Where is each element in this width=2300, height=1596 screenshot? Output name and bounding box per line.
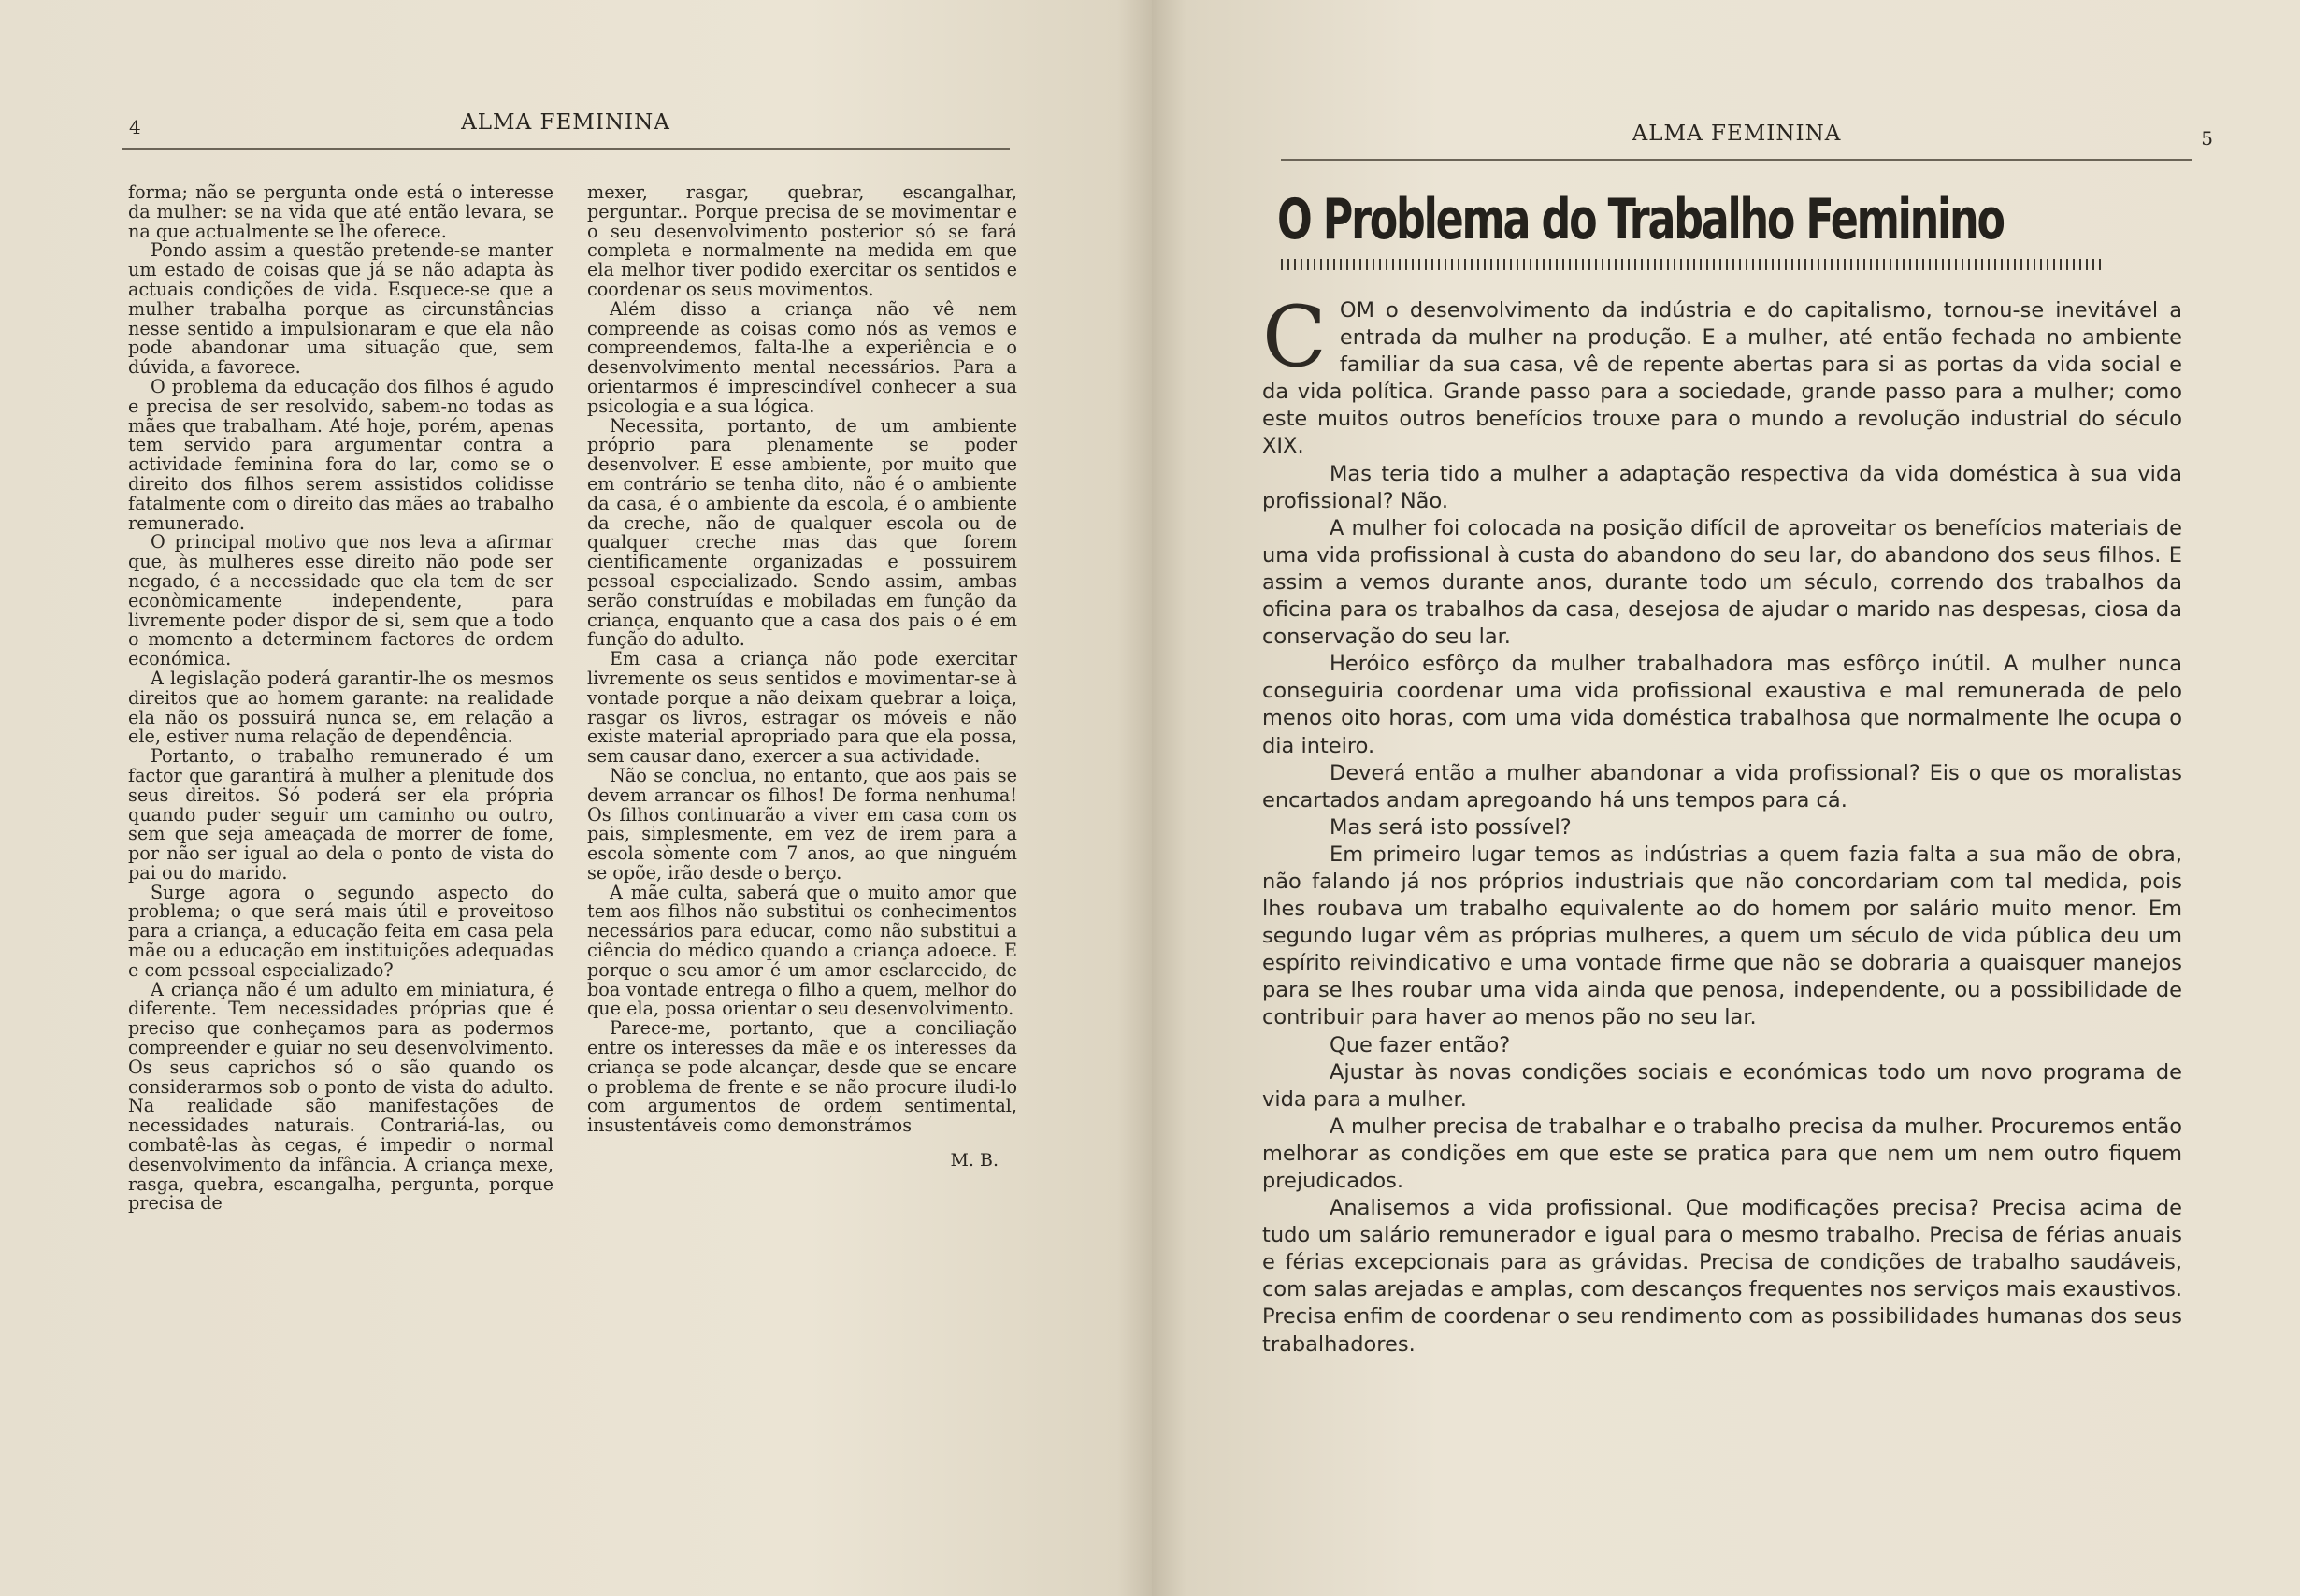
paragraph: mexer, rasgar, quebrar, escangalhar, perguntar.. Porque precisa de se movimentar e o seu desenvolvimento posterior só se fará completa e normalmente na medida em que ela melhor tiver podido exercitar os sentidos e coordenar os seus movimentos.	[587, 181, 1017, 300]
paragraph: Portanto, o trabalho remunerado é um factor que garantirá à mulher a plenitude dos seus direitos. Só poderá ser ela própria quando puder seguir um caminho ou outro, sem que seja ameaçada de morrer de fome, por não ser igual ao dela o ponto de vista do pai ou do marido.	[128, 745, 553, 884]
paragraph: Parece-me, portanto, que a conciliação entre os interesses da mãe e os interesses da criança se pode alcançar, desde que se encare o problema de frente e se não procure iludi-lo com argumentos de ordem sentimental, insustentáveis como demonstrámos	[587, 1017, 1017, 1137]
paragraph: Necessita, portanto, de um ambiente próprio para plenamente se poder desenvolver. E esse ambiente, por muito que em contrário se tenha dito, não é o ambiente da casa, é o ambiente da escola, é o ambiente da creche, não de qualquer escola ou de qualquer creche mas das que forem cientificamente organizadas e possuirem pessoal especializado. Sendo assim, ambas serão construídas e mobiladas em função da criança, enquanto que a casa dos pais o é em função do adulto.	[587, 414, 1017, 651]
right-running-header	[1281, 122, 2213, 161]
paragraph: Pondo assim a questão pretende-se manter um estado de coisas que já se não adapta às actuais condições de vida. Esquece-se que a mulher trabalha porque as circunstâncias nesse sentido a impulsionaram e que ela não pode abandonar uma situação que, sem dúvida, a favorece.	[128, 239, 553, 379]
right-page	[1152, 0, 2300, 1596]
left-running-head-title: ALMA FEMININA	[461, 110, 670, 135]
paragraph: A mãe culta, saberá que o muito amor que tem aos filhos não substitui os conhecimentos necessários para educar, como não substitui a ciência do médico quando a criança adoece. E porque o seu amor é um amor esclarecido, de boa vontade entrega o filho a quem, melhor do que ela, possa orientar o seu desenvolvimento.	[587, 881, 1017, 1020]
left-running-header	[122, 110, 1010, 150]
paragraph: A legislação poderá garantir-lhe os mesmos direitos que ao homem garante: na realidade ela não os possuirá nunca se, em relação a ele, estiver numa relação de dependência.	[128, 667, 553, 748]
paragraph: Mas teria tido a mulher a adaptação respectiva da vida doméstica à sua vida profissional? Não.	[1262, 461, 2182, 513]
paragraph: O principal motivo que nos leva a afirmar que, às mulheres esse direito não pode ser negado, é a necessidade que ela tem de ser econòmicamente independente, para livremente poder dispor de si, sem que a todo o momento a determinem factores de ordem económica.	[128, 531, 553, 670]
right-running-head-title: ALMA FEMININA	[1632, 122, 1842, 146]
drop-cap: C	[1262, 288, 1327, 386]
paragraph: A criança não é um adulto em miniatura, é diferente. Tem necessidades próprias que é preciso que conheçamos para as podermos compreender e guiar no seu desenvolvimento. Os seus caprichos só o são quando os considerarmos sob o ponto de vista do adulto. Na realidade são manifestações de necessidades naturais. Contrariá-las, ou combatê-las às cegas, é impedir o normal desenvolvimento da infância. A criança mexe, rasga, quebra, escangalha, pergunta, porque precisa de	[128, 978, 553, 1215]
paragraph: forma; não se pergunta onde está o interesse da mulher: se na vida que até então levara, se na que actualmente se lhe oferece.	[128, 181, 553, 242]
paragraph: Heróico esfôrço da mulher trabalhadora mas esfôrço inútil. A mulher nunca conseguiria coordenar uma vida profissional exaustiva e mal remunerada de pelo menos oito horas, com uma vida doméstica trabalhosa que normalmente lhe ocupa o dia inteiro.	[1262, 652, 2182, 758]
author-signature: M. B.	[950, 1150, 999, 1172]
paragraph: Em primeiro lugar temos as indústrias a quem fazia falta a sua mão de obra, não falando já nos próprios industriais que não concordariam com tal medida, pois lhes roubava um trabalho equivalente ao do homem por salário muito menor. Em segundo lugar vêm as próprias mulheres, a quem um século de vida pública deu um espírito reivindicativo e uma vontade firme que não se dobraria a quaisquer manejos para se lhes roubar uma vida ainda que penosa, independente, ou a possibilidade de contribuir para haver ao menos pão no seu lar.	[1262, 841, 2182, 1030]
article-body	[1262, 288, 2182, 1359]
paragraph: OM o desenvolvimento da indústria e do capitalismo, tornou-se inevitável a entrada da mulher na produção. E a mulher, até então fechada no ambiente familiar da sua casa, vê de repente abertas para si as portas da vida social e da vida política. Grande passo para a sociedade, grande passo para a mulher; como este muitos outros benefícios trouxe para o mundo a revolução industrial do século XIX.	[1262, 298, 2182, 459]
paragraph: Mas será isto possível?	[1330, 814, 1572, 840]
right-page-number: 5	[2201, 127, 2213, 150]
left-column-2	[587, 183, 1017, 1171]
paragraph: A mulher precisa de trabalhar e o trabalho precisa da mulher. Procuremos então melhorar as condições em que este se pratica para que nem um nem outro fiquem prejudicados.	[1262, 1114, 2182, 1193]
paragraph: Deverá então a mulher abandonar a vida profissional? Eis o que os moralistas encartados andam apregoando há uns tempos para cá.	[1262, 760, 2182, 812]
left-column-1	[128, 183, 553, 1214]
paragraph: Não se conclua, no entanto, que aos pais se devem arrancar os filhos! De forma nenhuma! Os filhos continuarão a viver em casa com os pais, simplesmente, em vez de irem para a escola sòmente com 7 anos, ao que ninguém se opõe, irão desde o berço.	[587, 764, 1017, 884]
paragraph: O problema da educação dos filhos é agudo e precisa de ser resolvido, sabem-no todas as mães que trabalham. Até hoje, porém, apenas tem servido para argumentar contra a actividade feminina fora do lar, como se o direito dos filhos serem assistidos colidisse fatalmente com o direito das mães ao trabalho remunerado.	[128, 375, 553, 534]
title-decorative-rule	[1281, 259, 2104, 270]
left-page-number: 4	[129, 116, 141, 138]
paragraph: Em casa a criança não pode exercitar livremente os seus sentidos e movimentar-se à vontade porque a não deixam quebrar a loiça, rasgar os livros, estragar os móveis e não existe material apropriado para que ela possa, sem causar dano, exercer a sua actividade.	[587, 648, 1017, 768]
paragraph: Surge agora o segundo aspecto do problema; o que será mais útil e proveitoso para a criança, a educação feita em casa pela mãe ou a educação em instituições adequadas e com pessoal especializado?	[128, 881, 553, 981]
article-title: O Problema do Trabalho Feminino	[1277, 187, 2004, 252]
paragraph: Ajustar às novas condições sociais e económicas todo um novo programa de vida para a mulher.	[1262, 1059, 2182, 1112]
paragraph: Que fazer então?	[1330, 1032, 1511, 1057]
paragraph: Analisemos a vida profissional. Que modificações precisa? Precisa acima de tudo um salário remunerador e igual para o mesmo trabalho. Precisa de férias anuais e férias excepcionais para as grávidas. Precisa de condições de trabalho saudáveis, com salas arejadas e amplas, com descanços frequentes nos serviços mais exaustivos. Precisa enfim de coordenar o seu rendimento com as possibilidades humanas dos seus trabalhadores.	[1262, 1196, 2182, 1357]
paragraph: A mulher foi colocada na posição difícil de aproveitar os benefícios materiais de uma vida profissional à custa do abandono do seu lar, do abandono dos seus filhos. E assim a vemos durante anos, durante todo um século, correndo dos trabalhos da oficina para os trabalhos da casa, desejosa de ajudar o marido nas despesas, ciosa da conservação do seu lar.	[1262, 515, 2182, 650]
paragraph: Além disso a criança não vê nem compreende as coisas como nós as vemos e compreendemos, falta-lhe a experiência e o desenvolvimento mental necessários. Para a orientarmos é imprescindível conhecer a sua psicologia e a sua lógica.	[587, 297, 1017, 417]
